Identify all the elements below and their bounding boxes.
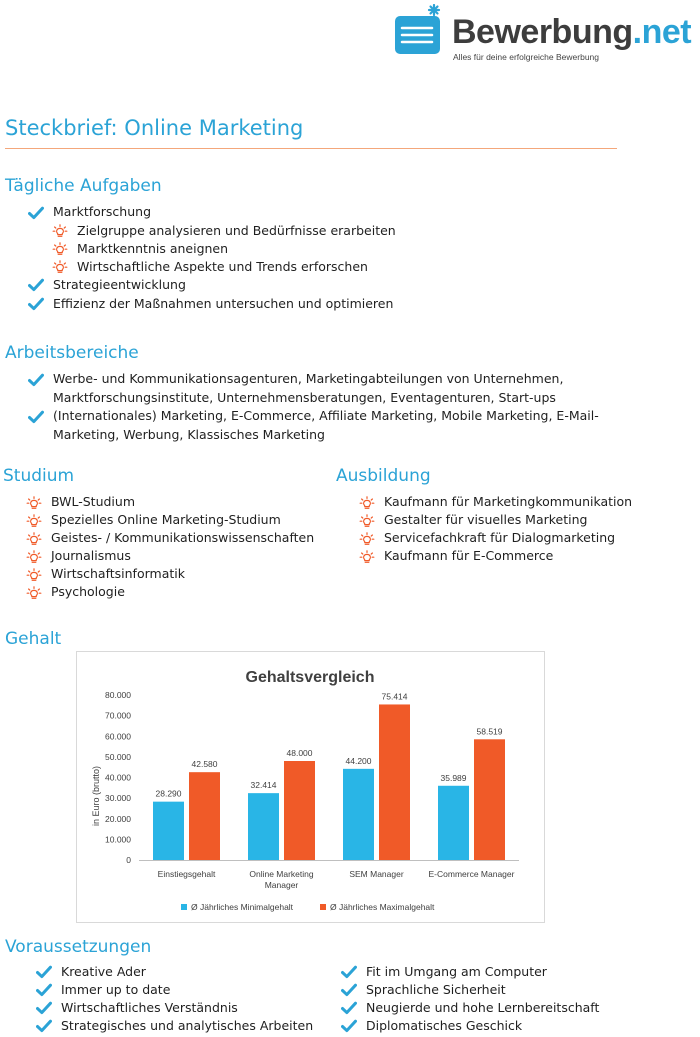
chart-legend-label: Ø Jährliches Maximalgehalt [330, 902, 435, 912]
studium-item: Journalismus [51, 548, 131, 563]
bulb-icon [26, 568, 42, 582]
task-subitem: Wirtschaftliche Aspekte und Trends erforschen [77, 259, 368, 274]
chart-data-label: 58.519 [476, 726, 503, 737]
chart-x-tick-label: SEM Manager [349, 869, 404, 879]
chart-data-label: 32.414 [250, 780, 277, 791]
logo-wordmark [452, 12, 691, 52]
chart-x-tick-label: E-Commerce Manager [428, 869, 515, 879]
chart-title: Gehaltsvergleich [245, 669, 375, 686]
check-icon [28, 410, 44, 424]
heading-gehalt: Gehalt [5, 629, 62, 649]
chart-bar [438, 786, 469, 860]
chart-bar [153, 802, 184, 860]
requirement-item: Wirtschaftliches Verständnis [61, 1000, 238, 1015]
studium-item: Geistes- / Kommunikationswissenschaften [51, 530, 315, 545]
chart-bar [284, 761, 315, 860]
chart-bar [343, 769, 374, 860]
bulb-icon [26, 514, 42, 528]
work-area-line: Marketing, Werbung, Klassisches Marketing [53, 427, 325, 442]
studium-item: BWL-Studium [51, 494, 136, 509]
task-subitem: Zielgruppe analysieren und Bedürfnisse erarbeiten [77, 223, 396, 238]
chart-y-tick-label: 40.000 [105, 772, 131, 783]
check-icon [28, 278, 44, 292]
chart-y-tick-label: 60.000 [105, 731, 131, 742]
chart-bar [189, 772, 220, 860]
work-area-line: Marktforschungsinstitute, Unternehmensberatungen, Eventagenturen, Start-ups [53, 390, 556, 405]
studium-item: Psychologie [51, 584, 125, 599]
bulb-icon [359, 496, 375, 510]
studium-item: Wirtschaftsinformatik [51, 566, 185, 581]
check-icon [28, 206, 44, 220]
chart-bar [474, 739, 505, 860]
studium-item: Spezielles Online Marketing-Studium [51, 512, 281, 527]
check-icon [341, 1019, 357, 1033]
logo-icon [393, 4, 443, 56]
check-icon [341, 965, 357, 979]
chart-data-label: 35.989 [440, 772, 467, 783]
heading-studium: Studium [3, 466, 75, 486]
check-icon [341, 1001, 357, 1015]
check-icon [28, 297, 44, 311]
chart-y-axis-label: in Euro (brutto) [91, 765, 101, 827]
heading-voraussetzungen: Voraussetzungen [5, 937, 152, 957]
chart-data-label: 75.414 [381, 691, 408, 702]
heading-taegliche-aufgaben: Tägliche Aufgaben [5, 176, 162, 196]
bulb-icon [359, 514, 375, 528]
bulb-icon [26, 550, 42, 564]
check-icon [36, 965, 52, 979]
chart-data-label: 48.000 [286, 748, 313, 758]
work-area-line: Werbe- und Kommunikationsagenturen, Marketingabteilungen von Unternehmen, [53, 371, 564, 386]
chart-bar [379, 704, 410, 860]
requirement-item: Diplomatisches Geschick [366, 1018, 523, 1033]
chart-data-label: 44.200 [345, 755, 372, 766]
requirement-item: Sprachliche Sicherheit [366, 982, 506, 997]
logo-tagline: Alles für deine erfolgreiche Bewerbung [453, 52, 600, 62]
check-icon [36, 1019, 52, 1033]
requirement-item: Immer up to date [61, 982, 171, 997]
task-item: Strategieentwicklung [53, 277, 186, 292]
bulb-icon [26, 586, 42, 600]
requirement-item: Kreative Ader [61, 964, 146, 979]
salary-chart-svg [77, 652, 544, 922]
page-title: Steckbrief: Online Marketing [5, 116, 304, 140]
bulb-icon [26, 532, 42, 546]
check-icon [36, 983, 52, 997]
chart-y-tick-label: 80.000 [105, 690, 131, 700]
chart-y-tick-label: 70.000 [105, 710, 131, 721]
ausbildung-item: Kaufmann für Marketingkommunikation [384, 494, 633, 509]
task-item: Effizienz der Maßnahmen untersuchen und optimieren [53, 296, 394, 311]
chart-data-label: 28.290 [155, 788, 182, 799]
heading-arbeitsbereiche: Arbeitsbereiche [5, 343, 139, 363]
chart-x-tick-label: Einstiegsgehalt [157, 869, 216, 879]
check-icon [341, 983, 357, 997]
check-icon [36, 1001, 52, 1015]
heading-ausbildung: Ausbildung [336, 466, 431, 486]
salary-chart [76, 651, 545, 923]
chart-data-label: 42.580 [191, 759, 218, 770]
requirement-item: Strategisches und analytisches Arbeiten [61, 1018, 314, 1033]
task-item: Marktforschung [53, 204, 151, 219]
bulb-icon [359, 550, 375, 564]
ausbildung-item: Gestalter für visuelles Marketing [384, 512, 588, 527]
chart-x-tick-label: Manager [264, 880, 299, 890]
bulb-icon [52, 242, 68, 256]
chart-legend-swatch [181, 904, 187, 910]
task-subitem: Marktkenntnis aneignen [77, 241, 229, 256]
ausbildung-item: Kaufmann für E-Commerce [384, 548, 554, 563]
bulb-icon [52, 224, 68, 238]
requirement-item: Fit im Umgang am Computer [366, 964, 547, 979]
chart-y-tick-label: 0 [126, 855, 131, 865]
check-icon [28, 373, 44, 387]
logo-brand-main: Bewerbung [452, 13, 633, 51]
chart-y-tick-label: 50.000 [105, 751, 131, 762]
bulb-icon [26, 496, 42, 510]
work-area-line: (Internationales) Marketing, E-Commerce, Affiliate Marketing, Mobile Marketing, E-Mail- [53, 408, 599, 423]
chart-y-tick-label: 10.000 [105, 834, 131, 845]
logo-brand-domain: .net [632, 13, 692, 51]
title-divider [5, 148, 617, 149]
requirement-item: Neugierde und hohe Lernbereitschaft [366, 1000, 600, 1015]
chart-legend-swatch [320, 904, 326, 910]
chart-legend-label: Ø Jährliches Minimalgehalt [191, 902, 294, 912]
ausbildung-item: Servicefachkraft für Dialogmarketing [384, 530, 616, 545]
chart-y-tick-label: 20.000 [105, 813, 131, 824]
bulb-icon [359, 532, 375, 546]
bulb-icon [52, 260, 68, 274]
chart-y-tick-label: 30.000 [105, 793, 131, 804]
chart-bar [248, 793, 279, 860]
chart-x-tick-label: Online Marketing [249, 869, 314, 879]
